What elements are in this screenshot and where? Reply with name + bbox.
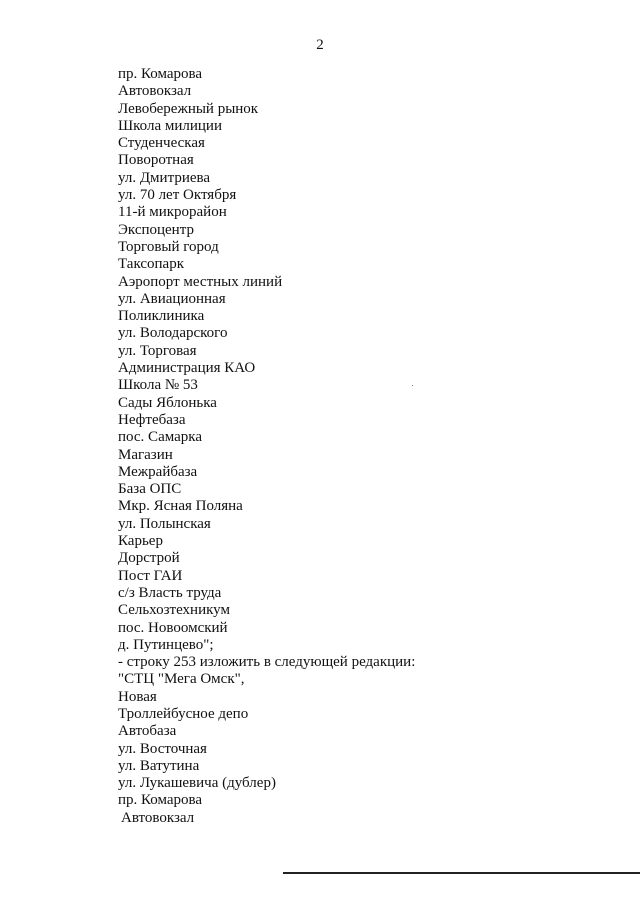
list-line: Магазин [118,446,173,463]
page-number: 2 [316,37,324,53]
bottom-rule [283,872,640,874]
list-line: Экспоцентр [118,221,194,238]
list-line: Поворотная [118,152,194,169]
list-line: ул. Авиационная [118,290,226,307]
list-line: Таксопарк [118,256,184,273]
list-line: Левобережный рынок [118,100,259,117]
list-line: Школа милиции [118,117,222,134]
list-line: ул. Володарского [118,325,228,342]
list-line: Троллейбусное депо [118,705,249,722]
list-line: ул. Восточная [118,740,207,757]
list-line: Торговый город [118,238,219,255]
list-line: пос. Самарка [118,429,202,446]
list-line: Поликлиника [118,308,205,325]
stop-list [118,66,598,827]
list-line: Пост ГАИ [118,567,183,584]
list-line: пр. Комарова [118,792,203,809]
amendment-line: - строку 253 изложить в следующей редакции: [118,654,416,671]
list-line: 11-й микрорайон [118,204,227,221]
list-line: Аэропорт местных линий [118,273,283,290]
list-line: Автобаза [118,723,177,740]
list-line: База ОПС [118,481,182,498]
list-line: ул. Полынская [118,515,211,532]
list-line: д. Путинцево"; [118,636,214,653]
list-line: пос. Новоомский [118,619,228,636]
list-line: Межрайбаза [118,463,198,480]
list-line: с/з Власть труда [118,584,222,601]
list-line: Новая [118,688,157,705]
list-line: Администрация КАО [118,360,256,377]
list-line: Школа № 53 [118,377,198,394]
list-line: Мкр. Ясная Поляна [118,498,243,515]
list-line: Сельхозтехникум [118,602,230,619]
scan-speck [412,385,413,386]
list-line: Сады Яблонька [118,394,217,411]
list-line: Дорстрой [118,550,180,567]
list-line: Автовокзал [121,809,195,826]
list-line: ул. Лукашевича (дублер) [118,775,276,792]
list-line: ул. Торговая [118,342,197,359]
list-line: ул. 70 лет Октября [118,187,237,204]
list-line: "СТЦ "Мега Омск", [118,671,245,688]
list-line: Карьер [118,533,163,550]
list-line: ул. Дмитриева [118,169,211,186]
list-line: пр. Комарова [118,66,203,82]
list-line: ул. Ватутина [118,757,200,774]
list-line: Студенческая [118,135,205,152]
list-line: Автовокзал [118,83,192,100]
list-line: Нефтебаза [118,411,186,428]
